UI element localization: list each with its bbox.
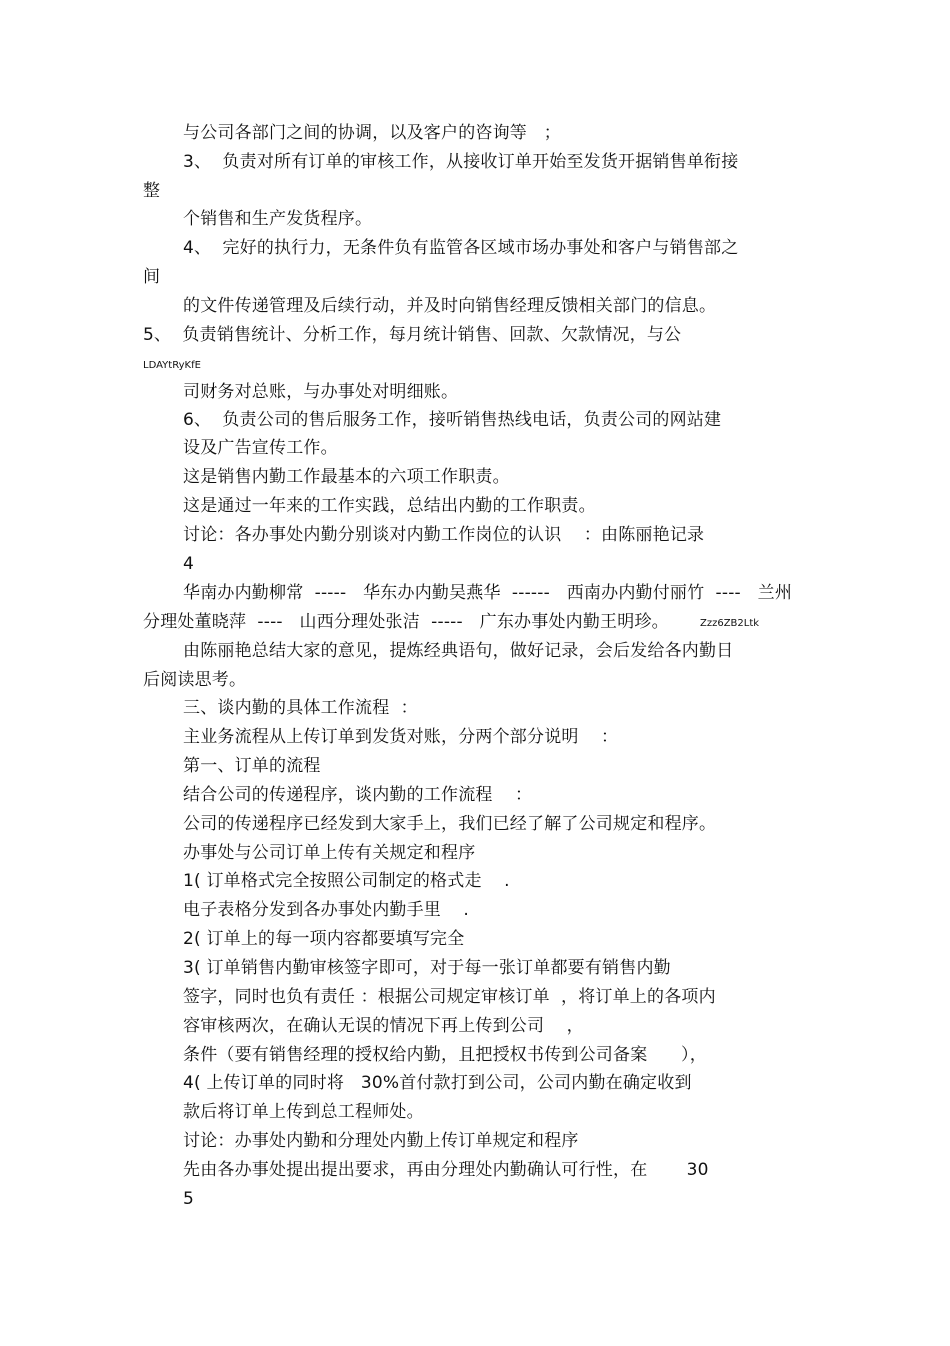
text-line: 3、 负责对所有订单的审核工作，从接收订单开始至发货开据销售单衔接 [183, 152, 739, 172]
text-line: 6、 负责公司的售后服务工作，接听销售热线电话，负责公司的网站建 [183, 410, 722, 430]
text-line: 办事处与公司订单上传有关规定和程序 [183, 843, 476, 863]
text-line: 这是销售内勤工作最基本的六项工作职责。 [183, 467, 510, 487]
text-line: 电子表格分发到各办事处内勤手里 . [183, 900, 470, 920]
list-item: 3( 订单销售内勤审核签字即可，对于每一张订单都要有销售内勤 [183, 958, 671, 978]
text-line: 这是通过一年来的工作实践，总结出内勤的工作职责。 [183, 496, 596, 516]
text-line: 讨论：办事处内勤和分理处内勤上传订单规定和程序 [183, 1131, 579, 1151]
text-line: 主业务流程从上传订单到发货对账，分两个部分说明 ： [183, 727, 619, 747]
text-line: 签字，同时也负有责任 ：根据公司规定审核订单 ，将订单上的各项内 [183, 987, 716, 1007]
watermark-code: Zzz6ZB2Ltk [700, 618, 760, 629]
text-line: 款后将订单上传到总工程师处。 [183, 1102, 424, 1122]
subsection-heading: 第一、订单的流程 [183, 756, 321, 776]
section-heading: 三、谈内勤的具体工作流程 ： [183, 698, 418, 718]
text-line: 结合公司的传递程序，谈内勤的工作流程 ： [183, 785, 533, 805]
text-line: 讨论：各办事处内勤分别谈对内勤工作岗位的认识 ：由陈丽艳记录 [183, 525, 705, 545]
text-line: 4 [183, 554, 195, 574]
text-line: 分理处董晓萍 ---- 山西分理处张洁 ----- 广东办事处内勤王明珍。 [143, 612, 669, 632]
text-line: 整 [143, 181, 161, 201]
list-item: 4( 上传订单的同时将 30%首付款打到公司，公司内勤在确定收到 [183, 1073, 692, 1093]
text-line: 间 [143, 267, 161, 287]
text-line: 条件（要有销售经理的授权给内勤，且把授权书传到公司备案 ）， [183, 1045, 707, 1065]
text-line: 由陈丽艳总结大家的意见，提炼经典语句，做好记录，会后发给各内勤日 [183, 641, 734, 661]
text-line: 设及广告宣传工作。 [183, 438, 338, 458]
text-line: 容审核两次，在确认无误的情况下再上传到公司 ， [183, 1016, 584, 1036]
text-line: 4、 完好的执行力，无条件负有监管各区域市场办事处和客户与销售部之 [183, 238, 739, 258]
text-line: 与公司各部门之间的协调，以及客户的咨询等 ； [183, 123, 562, 143]
text-line: 的文件传递管理及后续行动，并及时向销售经理反馈相关部门的信息。 [183, 296, 717, 316]
list-item: 2( 订单上的每一项内容都要填写完全 [183, 929, 465, 949]
text-line: 华南办内勤柳常 ----- 华东办内勤吴燕华 ------ 西南办内勤付丽竹 ---- 兰州 [183, 583, 793, 603]
text-line: 司财务对总账，与办事处对明细账。 [183, 382, 459, 402]
text-line: 后阅读思考。 [143, 670, 247, 690]
text-line: 公司的传递程序已经发到大家手上，我们已经了解了公司规定和程序。 [183, 814, 717, 834]
text-line: 个销售和生产发货程序。 [183, 209, 373, 229]
watermark-code: LDAYtRyKfE [143, 360, 201, 371]
text-line: 5 [183, 1189, 195, 1209]
list-item: 1( 订单格式完全按照公司制定的格式走 . [183, 871, 510, 891]
text-line: 5、 负责销售统计、分析工作，每月统计销售、回款、欠款情况，与公 [143, 325, 682, 345]
text-line: 先由各办事处提出提出要求，再由分理处内勤确认可行性，在 30 [183, 1160, 709, 1180]
